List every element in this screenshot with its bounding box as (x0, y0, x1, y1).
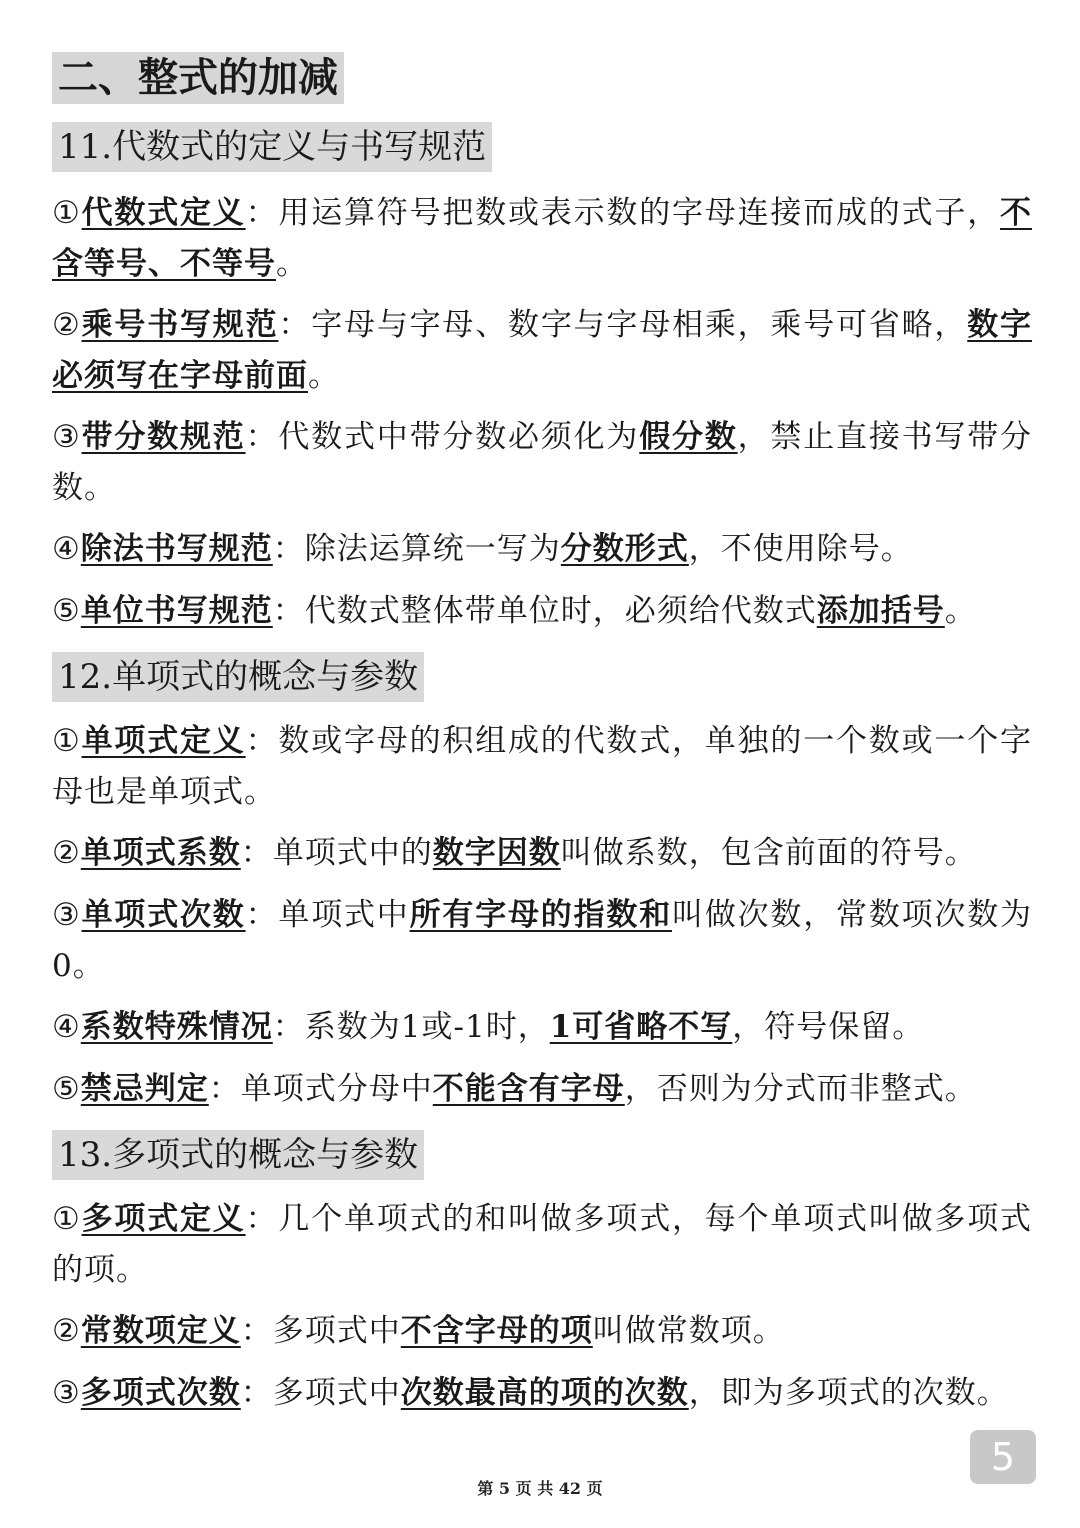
item-key-phrase: 1可省略不写 (549, 1009, 733, 1045)
list-item (52, 1306, 1032, 1357)
item-text: 除法运算统一写为 (304, 531, 561, 567)
item-text: 。 (276, 246, 308, 282)
list-item (52, 1002, 1032, 1053)
item-number: ② (52, 1313, 81, 1349)
item-text: ，即为多项式的次数。 (688, 1375, 1009, 1411)
item-text: ，不使用除号。 (688, 531, 913, 567)
item-text: 。 (944, 593, 977, 629)
item-separator: ： (245, 195, 279, 231)
list-item (52, 188, 1032, 290)
item-text: 单项式中 (278, 897, 410, 933)
page-footer: 第 5 页 共 42 页 (477, 1479, 603, 1498)
item-text: 多项式中 (272, 1375, 401, 1411)
list-item (52, 1368, 1032, 1419)
chapter-title: 二、整式的加减 (52, 52, 344, 104)
item-number: ① (52, 723, 82, 759)
item-term: 代数式定义 (81, 195, 246, 231)
item-separator: ： (272, 593, 305, 629)
item-term: 单项式定义 (81, 723, 246, 759)
item-text: 叫做次数，常数项次数为0。 (52, 897, 1033, 984)
item-number: ⑤ (52, 593, 81, 629)
item-term: 单项式次数 (81, 897, 246, 933)
list-item (52, 828, 1032, 879)
item-term: 多项式定义 (81, 1201, 246, 1237)
list-item (52, 586, 1032, 637)
list-item (52, 890, 1032, 992)
item-term: 乘号书写规范 (81, 307, 279, 343)
item-key-phrase: 次数最高的项的次数 (400, 1375, 689, 1411)
item-text: 多项式中 (272, 1313, 401, 1349)
section-title-11: 11.代数式的定义与书写规范 (52, 122, 492, 172)
item-number: ④ (52, 1009, 81, 1045)
section-title-13: 13.多项式的概念与参数 (52, 1130, 424, 1180)
item-number: ① (52, 1201, 82, 1237)
item-text: ，禁止直接书写带分数。 (52, 419, 1033, 506)
item-key-phrase: 分数形式 (560, 531, 689, 567)
item-term: 单位书写规范 (80, 593, 273, 629)
item-text: 叫做系数，包含前面的符号。 (560, 835, 977, 871)
item-text: 单项式分母中 (240, 1071, 433, 1107)
item-separator: ： (245, 897, 279, 933)
item-text: 代数式中带分数必须化为 (278, 419, 640, 455)
list-item (52, 1064, 1032, 1115)
item-term: 多项式次数 (80, 1375, 241, 1411)
item-key-phrase: 添加括号 (816, 593, 945, 629)
item-separator: ： (272, 1009, 305, 1045)
item-term: 带分数规范 (81, 419, 246, 455)
item-separator: ： (208, 1071, 241, 1107)
item-separator: ： (240, 835, 273, 871)
item-number: ② (52, 835, 81, 871)
item-term: 单项式系数 (80, 835, 241, 871)
item-separator: ： (272, 531, 305, 567)
item-key-phrase: 不含字母的项 (400, 1313, 593, 1349)
item-number: ⑤ (52, 1071, 81, 1107)
item-text: 数或字母的积组成的代数式，单独的一个数或一个字母也是单项式。 (52, 723, 1033, 810)
item-number: ① (52, 195, 82, 231)
item-separator: ： (240, 1375, 273, 1411)
item-text: 系数为1或-1时， (304, 1009, 550, 1045)
item-term: 系数特殊情况 (80, 1009, 273, 1045)
list-item (52, 412, 1032, 514)
list-item (52, 716, 1032, 818)
list-item (52, 524, 1032, 575)
item-separator: ： (240, 1313, 273, 1349)
list-item (52, 1194, 1032, 1296)
item-separator: ： (245, 723, 279, 759)
item-key-phrase: 不能含有字母 (432, 1071, 625, 1107)
page-number-badge: 5 (970, 1430, 1036, 1484)
item-key-phrase: 数字因数 (432, 835, 561, 871)
item-number: ③ (52, 1375, 81, 1411)
item-key-phrase: 不含等号、不等号 (52, 195, 1033, 282)
item-text: 字母与字母、数字与字母相乘，乘号可省略， (311, 307, 968, 343)
item-key-phrase: 假分数 (639, 419, 738, 455)
item-separator: ： (245, 419, 279, 455)
section-title-12: 12.单项式的概念与参数 (52, 652, 424, 702)
item-term: 常数项定义 (80, 1313, 241, 1349)
list-item (52, 300, 1032, 402)
item-term: 除法书写规范 (80, 531, 273, 567)
item-text: 。 (308, 358, 340, 394)
item-text: ，符号保留。 (732, 1009, 925, 1045)
item-separator: ： (278, 307, 312, 343)
item-text: 代数式整体带单位时，必须给代数式 (304, 593, 817, 629)
item-text: ，否则为分式而非整式。 (624, 1071, 977, 1107)
item-key-phrase: 所有字母的指数和 (409, 897, 673, 933)
item-number: ③ (52, 897, 82, 933)
item-text: 单项式中的 (272, 835, 433, 871)
item-term: 禁忌判定 (80, 1071, 209, 1107)
item-number: ③ (52, 419, 82, 455)
item-text: 叫做常数项。 (592, 1313, 785, 1349)
item-number: ④ (52, 531, 81, 567)
item-number: ② (52, 307, 82, 343)
item-text: 用运算符号把数或表示数的字母连接而成的式子， (278, 195, 1001, 231)
item-separator: ： (245, 1201, 279, 1237)
item-key-phrase: 数字必须写在字母前面 (52, 307, 1033, 394)
item-text: 几个单项式的和叫做多项式，每个单项式叫做多项式的项。 (52, 1201, 1033, 1288)
